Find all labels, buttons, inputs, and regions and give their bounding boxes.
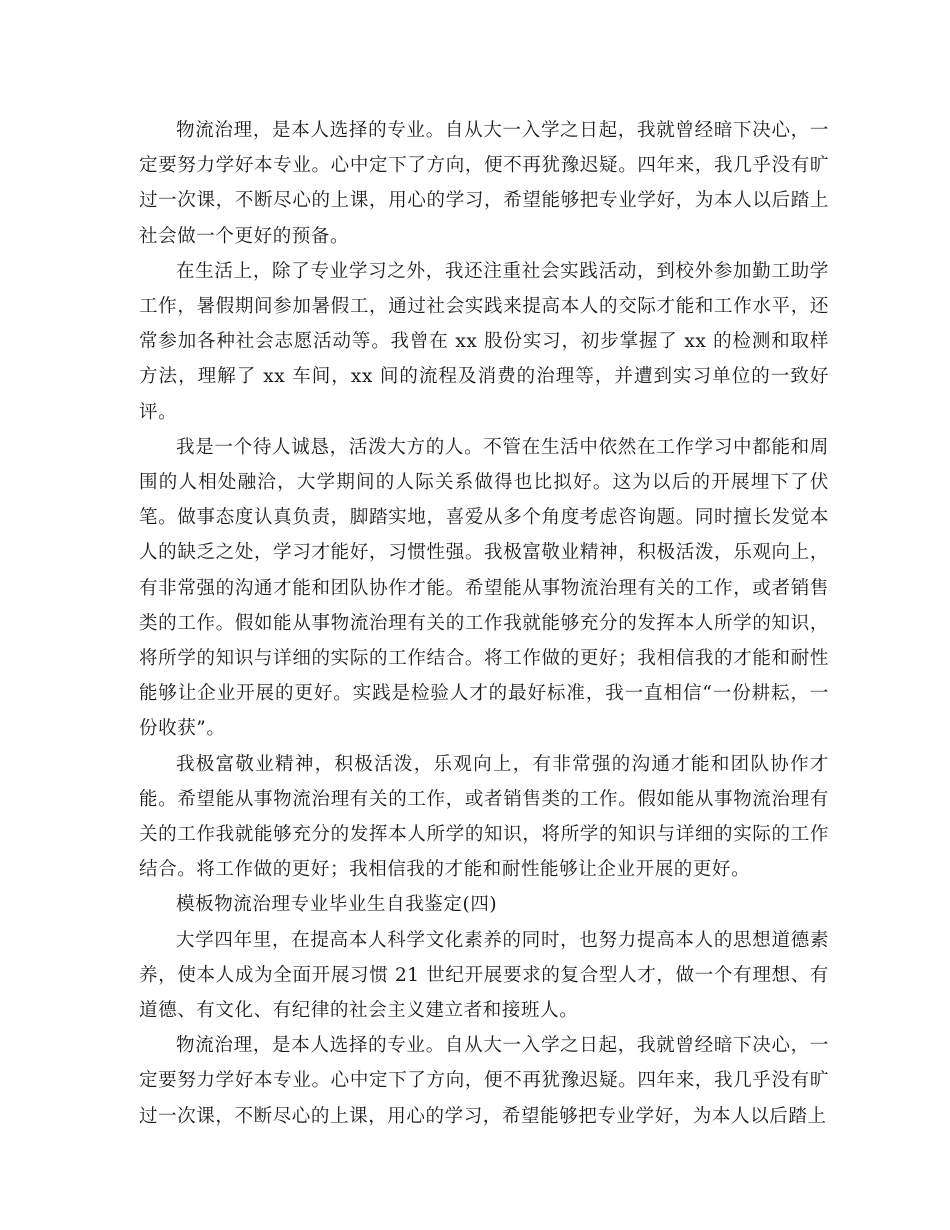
section-heading: 模板物流治理专业毕业生自我鉴定(四) xyxy=(176,894,498,916)
document-body xyxy=(139,113,829,1134)
paragraph-major-choice-repeat: 物流治理，是本人选择的专业。自从大一入学之日起，我就曾经暗下决心，一定要努力学好本专业。心中定下了方向，便不再犹豫迟疑。四年来，我几乎没有旷过一次课，不断尽心的上课，用心的学习，希望能够把专业学好，为本人以后踏上 xyxy=(139,1035,829,1127)
paragraph-personality: 我是一个待人诚恳，活泼大方的人。不管在生活中依然在工作学习中都能和周围的人相处融洽，大学期间的人际关系做得也比拟好。这为以后的开展埋下了伏笔。做事态度认真负责，脚踏实地，喜爱从多个角度考虑咨询题。同时擅长发觉本人的缺乏之处，学习才能好，习惯性强。我极富敬业精神，积极活泼，乐观向上，有非常强的沟通才能和团队协作才能。希望能从事物流治理有关的工作，或者销售类的工作。假如能从事物流治理有关的工作我就能够充分的发挥本人所学的知识，将所学的知识与详细的实际的工作结合。将工作做的更好；我相信我的才能和耐性能够让企业开展的更好。实践是检验人才的最好标准，我一直相信“一份耕耘，一份收获”。 xyxy=(139,436,829,740)
paragraph-social-practice: 在生活上，除了专业学习之外，我还注重社会实践活动，到校外参加勤工助学工作，暑假期间参加暑假工，通过社会实践来提高本人的交际才能和工作水平，还常参加各种社会志愿活动等。我曾在 xx 股份实习，初步掌握了 xx 的检测和取样方法，理解了 xx 车间，xx 间的流程及消费的治理等，并遭到实习单位的一致好评。 xyxy=(139,260,829,423)
paragraph-career-goal: 我极富敬业精神，积极活泼，乐观向上，有非常强的沟通才能和团队协作才能。希望能从事物流治理有关的工作，或者销售类的工作。假如能从事物流治理有关的工作我就能够充分的发挥本人所学的知识，将所学的知识与详细的实际的工作结合。将工作做的更好；我相信我的才能和耐性能够让企业开展的更好。 xyxy=(139,753,829,881)
paragraph-four-years: 大学四年里，在提高本人科学文化素养的同时，也努力提高本人的思想道德素养，使本人成为全面开展习惯 21 世纪开展要求的复合型人才，做一个有理想、有道德、有文化、有纪律的社会主义建立者和接班人。 xyxy=(139,929,829,1022)
paragraph-major-choice: 物流治理，是本人选择的专业。自从大一入学之日起，我就曾经暗下决心，一定要努力学好本专业。心中定下了方向，便不再犹豫迟疑。四年来，我几乎没有旷过一次课，不断尽心的上课，用心的学习，希望能够把专业学好，为本人以后踏上社会做一个更好的预备。 xyxy=(139,120,829,247)
